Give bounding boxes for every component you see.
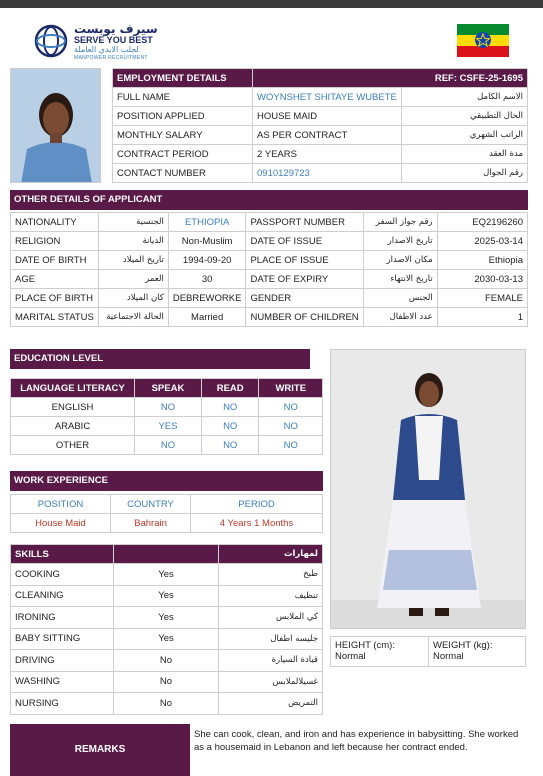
detail-value: ETHIOPIA <box>168 213 246 232</box>
skill-name: NURSING <box>11 693 114 715</box>
table-row <box>11 398 323 417</box>
skill-name: DRIVING <box>11 650 114 672</box>
skill-name: IRONING <box>11 607 114 629</box>
height-label: HEIGHT (cm): <box>335 640 395 651</box>
work-country-value: Bahrain <box>111 514 191 533</box>
read-header: READ <box>201 379 259 398</box>
skill-name-arabic: جليسه اطفال <box>219 628 323 650</box>
detail-value: 1 <box>437 308 527 327</box>
table-row <box>113 88 528 107</box>
table-row <box>11 436 323 455</box>
contact-number-link[interactable]: 0910129723 <box>253 164 402 183</box>
skill-name: WASHING <box>11 671 114 693</box>
employment-details-table <box>112 68 528 183</box>
language-name: ARABIC <box>11 417 135 436</box>
detail-value: Ethiopia <box>437 251 527 270</box>
table-row <box>113 164 528 183</box>
detail-value: EQ2196260 <box>437 213 527 232</box>
row-label: MONTHLY SALARY <box>113 126 253 145</box>
read-value: NO <box>201 436 259 455</box>
skill-name-arabic: غسيلالملابس <box>219 671 323 693</box>
remarks-section <box>10 724 528 776</box>
country-header: COUNTRY <box>111 495 191 514</box>
detail-value: 2030-03-13 <box>437 270 527 289</box>
table-row <box>11 585 323 607</box>
write-header: WRITE <box>259 379 323 398</box>
language-literacy-table <box>10 378 323 455</box>
detail-label-arabic: العمر <box>98 270 168 289</box>
table-row <box>11 671 323 693</box>
read-value: NO <box>201 417 259 436</box>
speak-value: YES <box>135 417 202 436</box>
table-row <box>113 126 528 145</box>
speak-value: NO <box>135 436 202 455</box>
detail-label-arabic: عدد الاطفال <box>363 308 437 327</box>
row-label-arabic: الاسم الكامل <box>401 88 527 107</box>
logo-subtitle: MANPOWER RECRUITMENT <box>74 55 148 61</box>
skill-name-arabic: طبخ <box>219 564 323 586</box>
table-row <box>11 650 323 672</box>
detail-value: FEMALE <box>437 289 527 308</box>
detail-label: DATE OF BIRTH <box>11 251 99 270</box>
logo-arabic-subtitle: لجلب الايدي العاملة <box>74 45 139 54</box>
contract-period-value: 2 YEARS <box>253 145 402 164</box>
speak-header: SPEAK <box>135 379 202 398</box>
detail-value: 1994-09-20 <box>168 251 246 270</box>
remarks-text: She can cook, clean, and iron and has experience in babysitting. She worked as a housemaid in Lebanon and left because her contract ended. <box>194 729 519 753</box>
logo-arabic-text: سيرف يوبست <box>74 22 158 36</box>
row-label: CONTACT NUMBER <box>113 164 253 183</box>
language-name: ENGLISH <box>11 398 135 417</box>
table-row <box>11 417 323 436</box>
write-value: NO <box>259 436 323 455</box>
detail-value: 2025-03-14 <box>437 232 527 251</box>
row-label-arabic: الحال التطبيقي <box>401 107 527 126</box>
read-value: NO <box>201 398 259 417</box>
other-details-heading: OTHER DETAILS OF APPLICANT <box>10 190 528 210</box>
detail-label: NATIONALITY <box>11 213 99 232</box>
salary-value: AS PER CONTRACT <box>253 126 402 145</box>
logo-emblem-icon <box>34 24 68 58</box>
detail-label: NUMBER OF CHILDREN <box>246 308 363 327</box>
skill-value: Yes <box>114 607 219 629</box>
skill-value: No <box>114 671 219 693</box>
table-row <box>11 232 528 251</box>
detail-label-arabic: كان الميلاد <box>98 289 168 308</box>
work-experience-heading: WORK EXPERIENCE <box>10 471 323 491</box>
period-header: PERIOD <box>191 495 323 514</box>
full-name-value: WOYNSHET SHITAYE WUBETE <box>253 88 402 107</box>
top-bar <box>0 0 543 8</box>
table-row <box>11 308 528 327</box>
write-value: NO <box>259 398 323 417</box>
detail-label: PLACE OF ISSUE <box>246 251 363 270</box>
skills-heading: SKILLS <box>11 545 114 564</box>
detail-label-arabic: مكان الاصدار <box>363 251 437 270</box>
applicant-portrait-photo <box>10 68 101 183</box>
work-experience-table <box>10 494 323 533</box>
table-row <box>11 628 323 650</box>
detail-label-arabic: الجنسية <box>98 213 168 232</box>
table-row <box>113 107 528 126</box>
row-label-arabic: الراتب الشهري <box>401 126 527 145</box>
detail-label-arabic: الديانة <box>98 232 168 251</box>
detail-label-arabic: تاريخ الاصدار <box>363 232 437 251</box>
skill-value: No <box>114 650 219 672</box>
skill-value: Yes <box>114 628 219 650</box>
skill-value: Yes <box>114 564 219 586</box>
skills-heading-arabic: لمهارات <box>219 545 323 564</box>
write-value: NO <box>259 417 323 436</box>
remarks-label: REMARKS <box>10 724 190 776</box>
table-row <box>11 607 323 629</box>
detail-value: Married <box>168 308 246 327</box>
detail-label-arabic: تاريخ الميلاد <box>98 251 168 270</box>
row-label: POSITION APPLIED <box>113 107 253 126</box>
table-row <box>11 514 323 533</box>
other-details-table <box>10 212 528 327</box>
detail-label: DATE OF ISSUE <box>246 232 363 251</box>
row-label-arabic: مدة العقد <box>401 145 527 164</box>
company-logo <box>34 22 184 64</box>
row-label: FULL NAME <box>113 88 253 107</box>
weight-label: WEIGHT (kg): <box>433 640 493 651</box>
skill-name: BABY SITTING <box>11 628 114 650</box>
skill-value: Yes <box>114 585 219 607</box>
detail-label-arabic: الحالة الاجتماعية <box>98 308 168 327</box>
position-header: POSITION <box>11 495 111 514</box>
detail-label-arabic: الجنس <box>363 289 437 308</box>
reference-number: REF: CSFE-25-1695 <box>434 72 523 84</box>
table-row <box>11 213 528 232</box>
detail-label: DATE OF EXPIRY <box>246 270 363 289</box>
skill-name: CLEANING <box>11 585 114 607</box>
detail-label: PLACE OF BIRTH <box>11 289 99 308</box>
language-header: LANGUAGE LITERACY <box>11 379 135 398</box>
skill-name-arabic: قيادة السيارة <box>219 650 323 672</box>
table-row <box>11 564 323 586</box>
skill-value: No <box>114 693 219 715</box>
detail-label-arabic: رقم جواز السفر <box>363 213 437 232</box>
skill-name-arabic: تنظيف <box>219 585 323 607</box>
employment-details-heading: EMPLOYMENT DETAILS <box>113 69 253 88</box>
table-row <box>113 145 528 164</box>
language-name: OTHER <box>11 436 135 455</box>
skill-name-arabic: التمريض <box>219 693 323 715</box>
table-row <box>11 251 528 270</box>
work-position-value: House Maid <box>11 514 111 533</box>
detail-label: PASSPORT NUMBER <box>246 213 363 232</box>
weight-value: Normal <box>433 651 464 662</box>
applicant-full-body-photo <box>330 349 526 629</box>
work-period-value: 4 Years 1 Months <box>191 514 323 533</box>
row-label: CONTRACT PERIOD <box>113 145 253 164</box>
detail-label: AGE <box>11 270 99 289</box>
speak-value: NO <box>135 398 202 417</box>
education-level-heading: EDUCATION LEVEL <box>10 349 310 369</box>
detail-label: MARITAL STATUS <box>11 308 99 327</box>
detail-label: GENDER <box>246 289 363 308</box>
measurements-table <box>330 636 526 667</box>
skill-name: COOKING <box>11 564 114 586</box>
detail-value: 30 <box>168 270 246 289</box>
detail-value: Non-Muslim <box>168 232 246 251</box>
height-value: Normal <box>335 651 366 662</box>
table-row <box>11 289 528 308</box>
skill-name-arabic: كي الملابس <box>219 607 323 629</box>
table-row <box>11 270 528 289</box>
position-value: HOUSE MAID <box>253 107 402 126</box>
table-row <box>11 693 323 715</box>
skills-table <box>10 544 323 715</box>
row-label-arabic: رقم الجوال <box>401 164 527 183</box>
logo-english-text: SERVE YOU BEST <box>74 35 153 45</box>
detail-label-arabic: تاريخ الانتهاء <box>363 270 437 289</box>
ethiopia-flag-icon <box>457 24 509 57</box>
detail-label: RELIGION <box>11 232 99 251</box>
detail-value: DEBREWORKE <box>168 289 246 308</box>
